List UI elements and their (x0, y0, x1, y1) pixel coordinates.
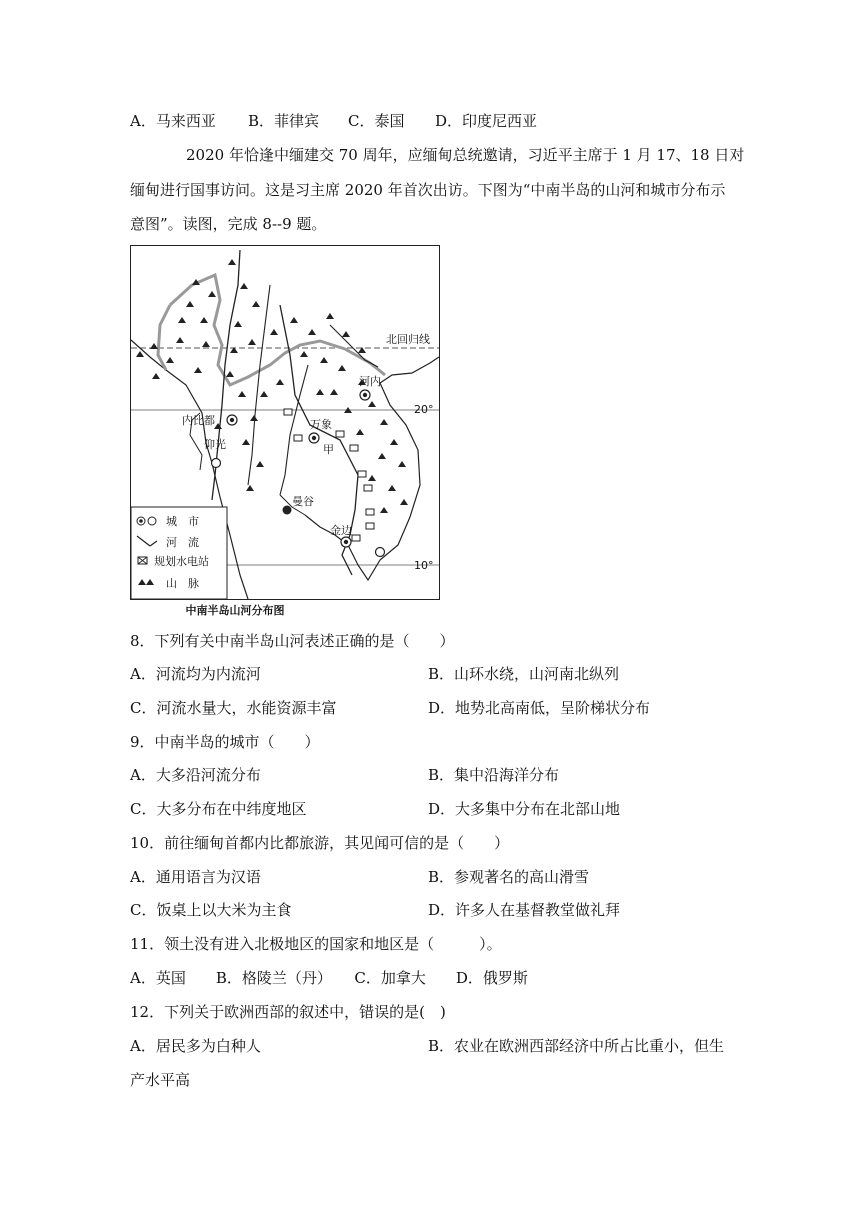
q9-stem: 9．中南半岛的城市（ ） (130, 733, 320, 751)
city-ho-chi-minh (376, 548, 385, 557)
q12-option-b-continued: 产水平高 (130, 1071, 191, 1089)
map-svg (130, 245, 440, 600)
q10-option-c: C．饭桌上以大米为主食 (130, 901, 292, 919)
map-legend (131, 507, 227, 599)
indochina-map (130, 245, 440, 600)
q9-option-b: B．集中沿海洋分布 (428, 766, 560, 784)
svg-text:内比都: 内比都 (182, 414, 215, 427)
tropic-label: 北回归线 (386, 333, 430, 346)
q10-option-d: D．许多人在基督教堂做礼拜 (428, 901, 621, 919)
q7-option-a: A．马来西亚 (130, 112, 216, 130)
q12-option-a: A．居民多为白种人 (130, 1037, 261, 1055)
city-jia (323, 443, 334, 456)
svg-text:仰光: 仰光 (204, 438, 226, 451)
q9-option-c: C．大多分布在中纬度地区 (130, 800, 307, 818)
map-caption: 中南半岛山河分布图 (185, 604, 285, 617)
svg-text:河内: 河内 (359, 375, 381, 388)
legend-city-label: 城 市 (166, 515, 199, 528)
q8-option-d: D．地势北高南低，呈阶梯状分布 (428, 699, 651, 717)
svg-text:万象: 万象 (310, 418, 332, 431)
q11-options: A．英国 B．格陵兰（丹） C．加拿大 D．俄罗斯 (130, 969, 528, 987)
legend-river-label: 河 流 (166, 536, 199, 549)
intro-line-2: 缅甸进行国事访问。这是习主席 2020 年首次出访。下图为“中南半岛的山河和城市分布示 (130, 181, 726, 199)
lat-20-label: 20° (414, 403, 434, 416)
q8-option-a: A．河流均为内流河 (130, 665, 261, 683)
q8-option-b: B．山环水绕，山河南北纵列 (428, 665, 620, 683)
q10-stem: 10．前往缅甸首都内比都旅游，其见闻可信的是（ ） (130, 834, 510, 852)
svg-text:金边: 金边 (330, 524, 352, 537)
q10-option-b: B．参观著名的高山滑雪 (428, 868, 590, 886)
q7-option-c: C．泰国 (348, 112, 405, 130)
intro-line-3: 意图”。读图，完成 8--9 题。 (130, 215, 327, 233)
q7-option-b: B．菲律宾 (248, 112, 320, 130)
q8-stem: 8．下列有关中南半岛山河表述正确的是（ ） (130, 632, 455, 650)
lat-10-label: 10° (414, 559, 434, 572)
intro-line-1: 2020 年恰逢中缅建交 70 周年，应缅甸总统邀请，习近平主席于 1 月 17、18 日对 (186, 146, 745, 164)
q11-stem: 11．领土没有进入北极地区的国家和地区是（ ）。 (130, 935, 502, 953)
svg-text:甲: 甲 (323, 443, 334, 456)
q9-option-d: D．大多集中分布在北部山地 (428, 800, 621, 818)
q12-option-b: B．农业在欧洲西部经济中所占比重小，但生 (428, 1037, 725, 1055)
q12-stem: 12．下列关于欧洲西部的叙述中，错误的是( ) (130, 1003, 446, 1021)
q7-option-d: D．印度尼西亚 (435, 112, 538, 130)
svg-text:曼谷: 曼谷 (292, 495, 314, 508)
q9-option-a: A．大多沿河流分布 (130, 766, 261, 784)
legend-hydro-label: 规划水电站 (154, 555, 209, 568)
legend-mountain-label: 山 脉 (166, 577, 199, 590)
q10-option-a: A．通用语言为汉语 (130, 868, 261, 886)
q8-option-c: C．河流水量大，水能资源丰富 (130, 699, 337, 717)
